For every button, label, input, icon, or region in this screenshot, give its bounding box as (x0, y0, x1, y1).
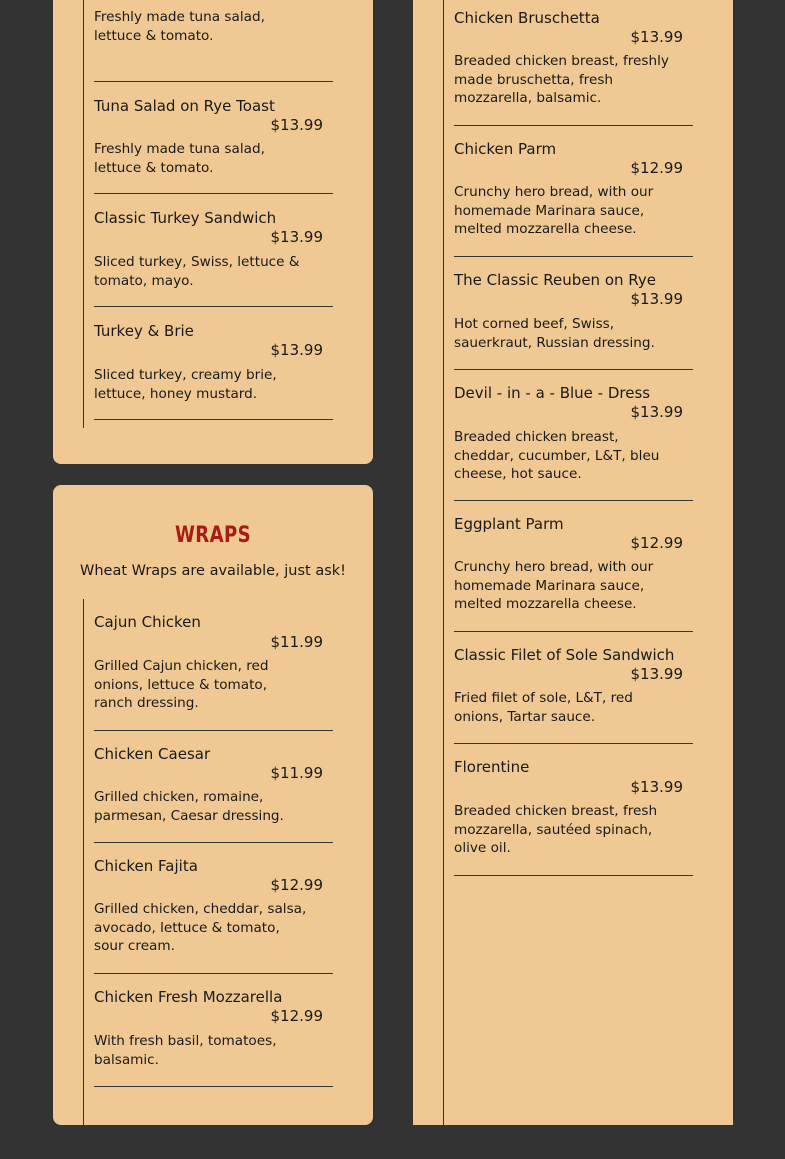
menu-item (94, 194, 333, 307)
menu-item (94, 843, 333, 974)
item-name: Chicken Fresh Mozzarella (94, 988, 283, 1006)
item-name: Cajun Chicken (94, 613, 201, 631)
item-description: Hot corned beef, Swiss, sauerkraut, Russian dressing. (454, 316, 655, 351)
item-name: Chicken Fajita (94, 857, 198, 875)
item-price: $11.99 (270, 633, 323, 651)
menu-item (454, 501, 693, 632)
item-price: $12.99 (630, 534, 683, 552)
item-description: Sliced turkey, creamy brie, lettuce, honey mustard. (94, 367, 277, 402)
item-description: Breaded chicken breast, fresh mozzarella, sautéed spinach, olive oil. (454, 803, 658, 857)
menu-item (454, 370, 693, 501)
item-price: $13.99 (270, 341, 323, 359)
section-title: WRAPS (174, 523, 252, 548)
menu-item-list (443, 0, 694, 1125)
section-note: Wheat Wraps are available, just ask! (80, 563, 346, 579)
menu-card-sandwiches-right (413, 0, 733, 1125)
menu-item (94, 731, 333, 843)
menu-item (454, 126, 693, 257)
item-description: Breaded chicken breast, freshly made bruschetta, fresh mozzarella, balsamic. (454, 53, 669, 107)
item-name: Chicken Bruschetta (454, 9, 600, 27)
item-name: Tuna Salad on Rye Toast (94, 97, 275, 115)
menu-item (454, 0, 693, 126)
item-description: Freshly made tuna salad, lettuce & tomato. (94, 9, 265, 44)
item-price: $12.99 (270, 1007, 323, 1025)
item-description: Sliced turkey, Swiss, lettuce & tomato, mayo. (94, 254, 300, 289)
item-price: $13.99 (630, 778, 683, 796)
item-name: The Classic Reuben on Rye (454, 271, 656, 289)
item-price: $13.99 (630, 28, 683, 46)
item-name: Devil - in - a - Blue - Dress (454, 384, 651, 402)
item-price: $12.99 (270, 876, 323, 894)
item-description: Grilled chicken, cheddar, salsa, avocado, lettuce & tomato, sour cream. (94, 901, 307, 955)
item-name: Chicken Parm (454, 140, 557, 158)
item-description: Crunchy hero bread, with our homemade Marinara sauce, melted mozzarella cheese. (454, 184, 654, 238)
item-description: Grilled chicken, romaine, parmesan, Caesar dressing. (94, 789, 284, 824)
item-price: $11.99 (270, 764, 323, 782)
item-description: With fresh basil, tomatoes, balsamic. (94, 1033, 277, 1068)
menu-item (94, 0, 333, 82)
item-price: $13.99 (630, 290, 683, 308)
item-name: Turkey & Brie (94, 322, 194, 340)
item-price: $13.99 (270, 116, 323, 134)
menu-item (94, 81, 333, 194)
menu-item-list (83, 0, 334, 428)
item-name: Florentine (454, 758, 530, 776)
item-description: Crunchy hero bread, with our homemade Marinara sauce, melted mozzarella cheese. (454, 559, 654, 613)
menu-item (454, 744, 693, 876)
item-price: $13.99 (630, 665, 683, 683)
item-description: Fried filet of sole, L&T, red onions, Tartar sauce. (454, 690, 633, 725)
item-name: Chicken Caesar (94, 745, 211, 763)
menu-card-sandwiches-left (53, 0, 373, 464)
menu-item-list (83, 599, 334, 1159)
item-price: $13.99 (630, 403, 683, 421)
item-description: Grilled Cajun chicken, red onions, lettuce & tomato, ranch dressing. (94, 658, 269, 712)
item-price: $12.99 (630, 159, 683, 177)
item-price: $13.99 (270, 228, 323, 246)
item-name: Classic Filet of Sole Sandwich (454, 646, 675, 664)
menu-card-wraps (53, 485, 373, 1125)
item-description: Freshly made tuna salad, lettuce & tomato. (94, 141, 265, 176)
item-name: Classic Turkey Sandwich (94, 209, 277, 227)
menu-item (454, 257, 693, 370)
item-name: Eggplant Parm (454, 515, 564, 533)
menu-item (94, 974, 333, 1087)
menu-item (94, 307, 333, 420)
item-description: Breaded chicken breast, cheddar, cucumber, L&T, bleu cheese, hot sauce. (454, 429, 660, 483)
menu-item (94, 599, 333, 731)
menu-item (454, 632, 693, 744)
